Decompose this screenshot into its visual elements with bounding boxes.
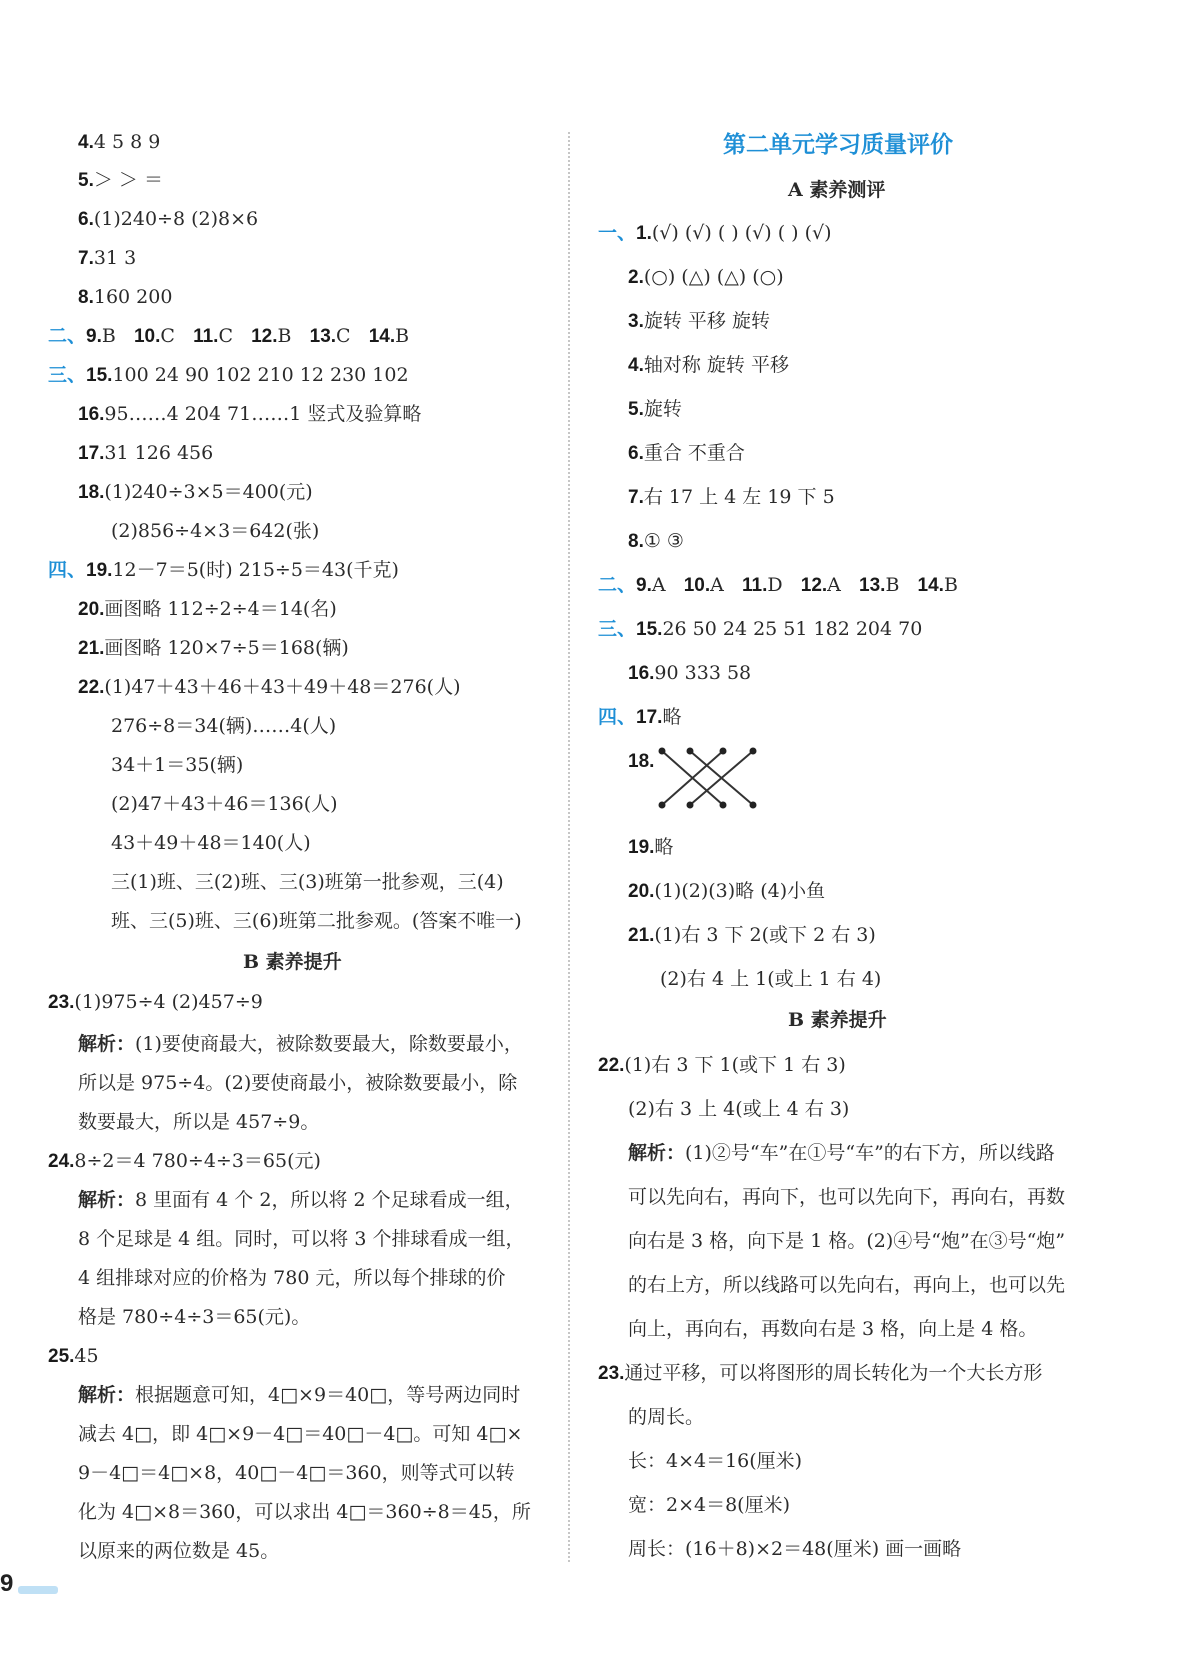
analysis-24-line2: 8 个足球是 4 组。同时，可以将 3 个排球看成一组，: [78, 1228, 525, 1250]
analysis-23-line3: 数要最大，所以是 457÷9。: [78, 1111, 320, 1133]
answer-23: 23.(1)975÷4 (2)457÷9: [48, 991, 263, 1013]
answer-25: 25.45: [48, 1345, 99, 1367]
answer-r23-line2: 的周长。: [628, 1406, 705, 1428]
answer-r17: 四、17.略: [598, 706, 682, 728]
answer-r23-perimeter: 周长：(16＋8)×2＝48(厘米) 画一画略: [628, 1538, 962, 1560]
answer-22-line2: 276÷8＝34(辆)……4(人): [111, 715, 337, 737]
subheading-b-right: B 素养提升: [788, 1009, 887, 1031]
answer-r4: 4.轴对称 旋转 平移: [628, 354, 789, 376]
subheading-b-left: B 素养提升: [243, 951, 342, 973]
answer-5: 5.＞ ＞ ＝: [78, 169, 163, 191]
answer-r15: 三、15.26 50 24 25 51 182 204 70: [598, 618, 923, 640]
answer-4: 4.4 5 8 9: [78, 131, 161, 153]
answer-r23-width: 宽：2×4＝8(厘米): [628, 1494, 791, 1516]
answer-20: 20.画图略 112÷2÷4＝14(名): [78, 598, 337, 620]
analysis-r22-line5: 向上，再向右，再数向右是 3 格，向上是 4 格。: [628, 1318, 1038, 1340]
answer-r21-part2: (2)右 4 上 1(或上 1 右 4): [660, 968, 882, 990]
answer-r23: 23.通过平移，可以将图形的周长转化为一个大长方形: [598, 1362, 1043, 1384]
answer-r20: 20.(1)(2)(3)略 (4)小鱼: [628, 880, 826, 902]
answer-r5: 5.旋转: [628, 398, 682, 420]
unit-title: 第二单元学习质量评价: [723, 132, 953, 158]
answer-r22-part2: (2)右 3 上 4(或上 4 右 3): [628, 1098, 850, 1120]
analysis-25-line5: 以原来的两位数是 45。: [78, 1540, 280, 1562]
answer-r3: 3.旋转 平移 旋转: [628, 310, 770, 332]
analysis-25-line4: 化为 4□×8＝360，可以求出 4□＝360÷8＝45，所: [78, 1501, 531, 1523]
page-footer-bar: [18, 1586, 58, 1594]
matching-lines-diagram: [658, 745, 758, 811]
analysis-25-line2: 减去 4□，即 4□×9－4□＝40□－4□。可知 4□×: [78, 1423, 523, 1445]
answer-r16: 16.90 333 58: [628, 662, 752, 684]
analysis-25-line1: 解析：根据题意可知，4□×9＝40□，等号两边同时: [78, 1384, 521, 1406]
match-dot: [687, 802, 694, 809]
analysis-23-line1: 解析：(1)要使商最大，被除数要最大，除数要最小，: [78, 1033, 523, 1055]
answer-r18: 18.: [628, 751, 655, 772]
answer-22-line6: 三(1)班、三(2)班、三(3)班第一批参观，三(4): [111, 871, 504, 893]
answer-r22: 22.(1)右 3 下 1(或下 1 右 3): [598, 1054, 846, 1076]
answer-22-line5: 43＋49＋48＝140(人): [111, 832, 311, 854]
answer-18: 18.(1)240÷3×5＝400(元): [78, 481, 313, 503]
section-2-answers: 二、9.B 10.C 11.C 12.B 13.C 14.B: [48, 325, 410, 347]
match-dot: [720, 748, 727, 755]
answer-22-line3: 34＋1＝35(辆): [111, 754, 244, 776]
answer-r1: 一、1.(√) (√) ( ) (√) ( ) (√): [598, 222, 832, 244]
answer-r21: 21.(1)右 3 下 2(或下 2 右 3): [628, 924, 876, 946]
answer-r23-length: 长：4×4＝16(厘米): [628, 1450, 803, 1472]
answer-r2: 2.(○) (△) (△) (○): [628, 266, 784, 288]
analysis-24-line1: 解析：8 里面有 4 个 2，所以将 2 个足球看成一组，: [78, 1189, 524, 1211]
answer-6: 6.(1)240÷8 (2)8×6: [78, 208, 259, 230]
page-number: 9: [0, 1570, 14, 1597]
analysis-r22-line1: 解析：(1)②号“车”在①号“车”的右下方，所以线路: [628, 1142, 1055, 1164]
answer-r8: 8.① ③: [628, 530, 684, 552]
analysis-r22-line4: 的右上方，所以线路可以先向右，再向上，也可以先: [628, 1274, 1066, 1296]
answer-17: 17.31 126 456: [78, 442, 214, 464]
answer-24: 24.8÷2＝4 780÷4÷3＝65(元): [48, 1150, 321, 1172]
answer-22-line7: 班、三(5)班、三(6)班第二批参观。(答案不唯一): [111, 910, 522, 932]
answer-16: 16.95……4 204 71……1 竖式及验算略: [78, 403, 422, 425]
answer-r19: 19.略: [628, 836, 674, 858]
match-dot: [750, 802, 757, 809]
match-dot: [687, 748, 694, 755]
answer-19: 四、19.12－7＝5(时) 215÷5＝43(千克): [48, 559, 399, 581]
section-2-answers-right: 二、9.A 10.A 11.D 12.A 13.B 14.B: [598, 574, 958, 596]
answer-21: 21.画图略 120×7÷5＝168(辆): [78, 637, 349, 659]
answer-18-part2: (2)856÷4×3＝642(张): [111, 520, 320, 542]
answer-15: 三、15.100 24 90 102 210 12 230 102: [48, 364, 409, 386]
analysis-24-line4: 格是 780÷4÷3＝65(元)。: [78, 1306, 311, 1328]
match-dot: [720, 802, 727, 809]
match-dot: [659, 748, 666, 755]
match-dot: [750, 748, 757, 755]
answer-8: 8.160 200: [78, 286, 173, 308]
answer-r7: 7.右 17 上 4 左 19 下 5: [628, 486, 835, 508]
analysis-23-line2: 所以是 975÷4。(2)要使商最小，被除数要最小，除: [78, 1072, 518, 1094]
answer-7: 7.31 3: [78, 247, 137, 269]
answer-22-line4: (2)47＋43＋46＝136(人): [111, 793, 338, 815]
match-dot: [659, 802, 666, 809]
column-divider: [568, 132, 570, 1562]
analysis-24-line3: 4 组排球对应的价格为 780 元，所以每个排球的价: [78, 1267, 506, 1289]
analysis-r22-line3: 向右是 3 格，向下是 1 格。(2)④号“炮”在③号“炮”: [628, 1230, 1066, 1252]
answer-r6: 6.重合 不重合: [628, 442, 745, 464]
analysis-r22-line2: 可以先向右，再向下，也可以先向下，再向右，再数: [628, 1186, 1066, 1208]
answer-22: 22.(1)47＋43＋46＋43＋49＋48＝276(人): [78, 676, 461, 698]
subheading-a: A 素养测评: [788, 179, 886, 201]
analysis-25-line3: 9－4□＝4□×8，40□－4□＝360，则等式可以转: [78, 1462, 515, 1484]
